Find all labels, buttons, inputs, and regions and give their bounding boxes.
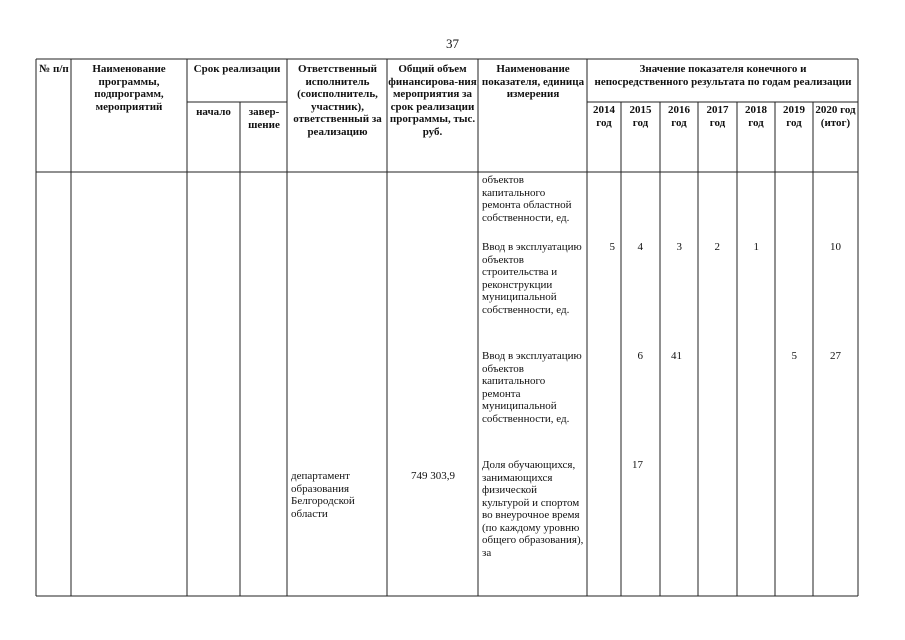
header-year-2015: 2015 год — [629, 104, 652, 129]
indicator-text: Ввод в эксплуатацию объектов капитального ремонта муниципальной собственности, ед. — [482, 350, 582, 425]
header-year-2014: 2014 год — [593, 104, 615, 129]
header-program-name: Наименование программы, подпрограмм, мероприятий — [92, 63, 166, 113]
header-funding: Общий объем финансирова-ния мероприятия за срок реализации программы, тыс. руб. — [388, 63, 477, 138]
header-period-start: начало — [196, 106, 231, 118]
indicator-text: Ввод в эксплуатацию объектов строительства и реконструкции муниципальной собственности, ед. — [482, 241, 582, 316]
header-year-2016: 2016 год — [668, 104, 690, 129]
indicator-text: Доля обучающихся, занимающихся физической культурой и спортом во внеурочное время (по каждому уровню общего образования), за — [482, 459, 584, 559]
header-year-2017: 2017 год — [706, 104, 729, 129]
header-period: Срок реализации — [193, 63, 281, 75]
value-cell: 10 — [830, 241, 841, 253]
indicator-text: объектов капитального ремонта областной собственности, ед. — [482, 174, 572, 224]
value-cell: 5 — [609, 241, 615, 253]
value-cell: 5 — [791, 350, 797, 362]
executor-cell: департамент образования Белгородской области — [291, 470, 355, 520]
value-cell: 41 — [671, 350, 682, 362]
value-cell: 6 — [637, 350, 643, 362]
value-cell: 1 — [753, 241, 759, 253]
header-period-end: завер-шение — [248, 106, 280, 131]
value-cell: 27 — [830, 350, 841, 362]
value-cell: 2 — [714, 241, 720, 253]
header-year-2020: 2020 год (итог) — [815, 104, 856, 129]
header-year-2019: 2019 год — [783, 104, 805, 129]
header-values-title: Значение показателя конечного и непосредственного результата по годам реализации — [594, 63, 852, 88]
header-year-2018: 2018 год — [745, 104, 767, 129]
value-cell: 4 — [637, 241, 643, 253]
value-cell: 3 — [676, 241, 682, 253]
funding-cell: 749 303,9 — [411, 470, 455, 482]
page-number: 37 — [446, 36, 459, 51]
header-executor: Ответственный исполнитель (соисполнитель, участник), ответственный за реализацию — [293, 63, 382, 138]
header-indicator: Наименование показателя, единица измерения — [481, 63, 585, 100]
value-cell: 17 — [632, 459, 643, 471]
header-num: № п/п — [39, 63, 69, 75]
